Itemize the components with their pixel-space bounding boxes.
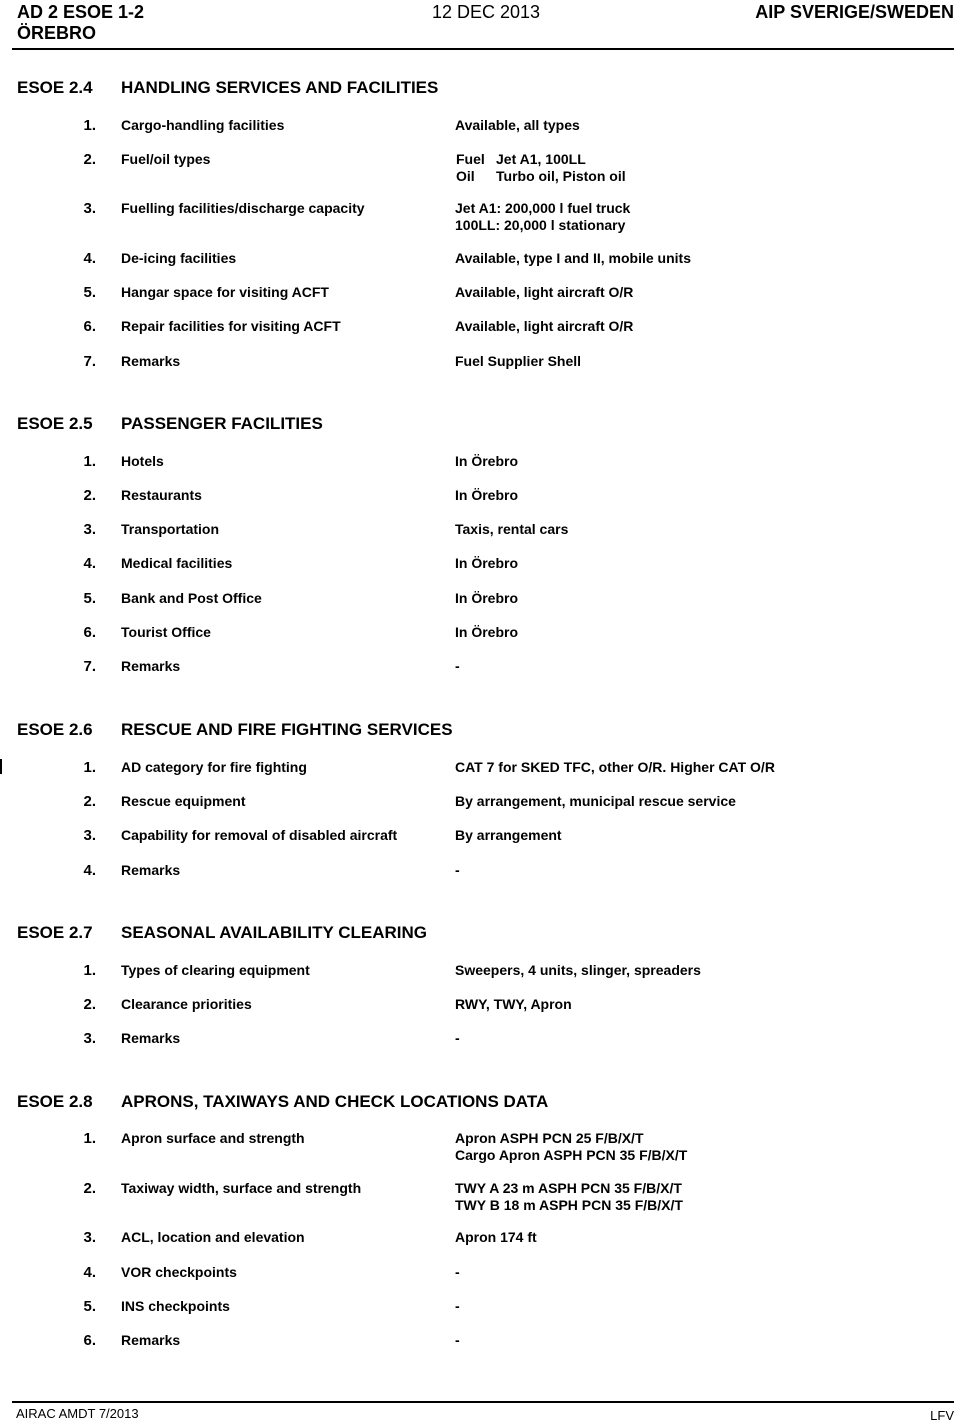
item-value-line: Available, light aircraft O/R [455, 318, 634, 334]
item-value-line: Sweepers, 4 units, slinger, spreaders [455, 962, 701, 978]
item-label: De-icing facilities [121, 250, 237, 266]
item-value [455, 1030, 460, 1047]
section-number: ESOE 2.8 [17, 1092, 93, 1111]
item-label: AD category for fire fighting [121, 759, 307, 775]
item-value [455, 793, 736, 810]
item-value [455, 200, 630, 234]
item-number: 2. [83, 487, 96, 504]
item-label: Tourist Office [121, 624, 211, 640]
item-label: Hotels [121, 453, 164, 469]
item-value-line: Apron 174 ft [455, 1229, 537, 1245]
item-value-line: Available, light aircraft O/R [455, 284, 634, 300]
item-value-line: In Örebro [455, 590, 519, 606]
fuel-oil-row [456, 151, 626, 168]
item-label: Remarks [121, 658, 181, 674]
item-number: 6. [83, 624, 96, 641]
item-value-line: Fuel Supplier Shell [455, 353, 582, 369]
item-value [455, 1130, 687, 1164]
item-label: Transportation [121, 521, 220, 537]
item-number: 2. [83, 151, 96, 168]
section-number: ESOE 2.6 [17, 720, 93, 739]
item-number: 1. [83, 962, 96, 979]
fuel-oil-kind: Oil [456, 168, 475, 184]
item-value-line: In Örebro [455, 453, 519, 469]
item-number: 4. [83, 555, 96, 572]
fuel-oil-row [456, 168, 626, 185]
item-number: 3. [83, 1030, 96, 1047]
aerodrome-name: ÖREBRO [17, 23, 97, 43]
item-label: Restaurants [121, 487, 202, 503]
item-value-line: Apron ASPH PCN 25 F/B/X/T [455, 1130, 644, 1146]
item-value-line: RWY, TWY, Apron [455, 996, 572, 1012]
item-label: Hangar space for visiting ACFT [121, 284, 329, 300]
item-value [455, 555, 518, 572]
fuel-oil-table [456, 151, 626, 185]
item-value [455, 1264, 460, 1281]
item-value [455, 521, 568, 538]
section-number: ESOE 2.7 [17, 923, 93, 942]
publisher-name: AIP SVERIGE/SWEDEN [755, 2, 954, 22]
item-number: 3. [83, 200, 96, 217]
item-value [455, 1298, 460, 1315]
item-label: Remarks [121, 353, 181, 369]
item-label: Repair facilities for visiting ACFT [121, 318, 341, 334]
item-value-line: Available, all types [455, 117, 580, 133]
item-label: Remarks [121, 1030, 181, 1046]
item-number: 1. [83, 1130, 96, 1147]
item-value-line: Cargo Apron ASPH PCN 35 F/B/X/T [455, 1147, 688, 1163]
section-number: ESOE 2.4 [17, 78, 93, 97]
item-value [455, 284, 633, 301]
item-value-line: 100LL: 20,000 l stationary [455, 217, 626, 233]
item-number: 3. [83, 521, 96, 538]
amendment-reference: AIRAC AMDT 7/2013 [16, 1406, 139, 1421]
item-label: Remarks [121, 862, 181, 878]
doc-reference: AD 2 ESOE 1-2 [17, 2, 145, 22]
item-value [455, 590, 518, 607]
item-value [455, 658, 460, 675]
item-number: 2. [83, 1180, 96, 1197]
item-label: Apron surface and strength [121, 1130, 305, 1146]
item-value [455, 250, 691, 267]
item-value [455, 962, 701, 979]
item-label: Fuel/oil types [121, 151, 211, 167]
item-number: 5. [83, 1298, 96, 1315]
fuel-oil-grades: Jet A1, 100LL [496, 151, 586, 167]
item-value-line: In Örebro [455, 487, 519, 503]
item-number: 3. [83, 827, 96, 844]
item-value [455, 759, 775, 776]
item-value-line: - [455, 1264, 460, 1280]
item-number: 4. [83, 862, 96, 879]
item-value [455, 353, 581, 370]
item-value [455, 487, 518, 504]
item-value [455, 1229, 537, 1246]
item-label: VOR checkpoints [121, 1264, 237, 1280]
item-value [455, 117, 580, 134]
item-value [455, 1332, 460, 1349]
item-value-line: - [455, 1332, 460, 1348]
item-number: 1. [83, 453, 96, 470]
item-number: 4. [83, 1264, 96, 1281]
item-value-line: In Örebro [455, 624, 519, 640]
agency-name: LFV [930, 1408, 954, 1423]
item-value [455, 827, 562, 844]
item-number: 5. [83, 284, 96, 301]
item-label: Taxiway width, surface and strength [121, 1180, 362, 1196]
item-value-line: TWY B 18 m ASPH PCN 35 F/B/X/T [455, 1197, 683, 1213]
section-title: APRONS, TAXIWAYS AND CHECK LOCATIONS DATA [121, 1092, 549, 1111]
fuel-oil-grades: Turbo oil, Piston oil [496, 168, 626, 184]
item-value-line: Available, type I and II, mobile units [455, 250, 691, 266]
item-number: 6. [83, 1332, 96, 1349]
item-value-line: Taxis, rental cars [455, 521, 569, 537]
item-value-line: - [455, 1030, 460, 1046]
item-value-line: Jet A1: 200,000 l fuel truck [455, 200, 631, 216]
item-number: 1. [83, 117, 96, 134]
item-label: Cargo-handling facilities [121, 117, 285, 133]
item-label: ACL, location and elevation [121, 1229, 305, 1245]
item-value-line: In Örebro [455, 555, 519, 571]
item-number: 5. [83, 590, 96, 607]
item-value-line: By arrangement, municipal rescue service [455, 793, 736, 809]
amendment-bar [0, 759, 2, 774]
section-title: HANDLING SERVICES AND FACILITIES [121, 78, 439, 97]
item-label: Bank and Post Office [121, 590, 262, 606]
fuel-oil-kind: Fuel [456, 151, 485, 167]
item-number: 2. [83, 793, 96, 810]
item-label: Capability for removal of disabled aircraft [121, 827, 398, 843]
footer-rule [12, 1401, 954, 1403]
item-number: 4. [83, 250, 96, 267]
section-number: ESOE 2.5 [17, 414, 93, 433]
item-number: 2. [83, 996, 96, 1013]
section-title: RESCUE AND FIRE FIGHTING SERVICES [121, 720, 453, 739]
item-number: 3. [83, 1229, 96, 1246]
item-label: Remarks [121, 1332, 181, 1348]
section-title: SEASONAL AVAILABILITY CLEARING [121, 923, 428, 942]
item-label: Fuelling facilities/discharge capacity [121, 200, 365, 216]
item-label: INS checkpoints [121, 1298, 230, 1314]
item-label: Clearance priorities [121, 996, 252, 1012]
item-number: 7. [83, 658, 96, 675]
item-value [455, 1180, 683, 1214]
item-label: Rescue equipment [121, 793, 246, 809]
publication-date: 12 DEC 2013 [432, 2, 541, 22]
item-value-line: TWY A 23 m ASPH PCN 35 F/B/X/T [455, 1180, 682, 1196]
item-value [455, 624, 518, 641]
item-value-line: - [455, 862, 460, 878]
item-value-line: By arrangement [455, 827, 562, 843]
item-label: Types of clearing equipment [121, 962, 310, 978]
item-number: 6. [83, 318, 96, 335]
item-label: Medical facilities [121, 555, 233, 571]
item-value [455, 996, 572, 1013]
item-value-line: CAT 7 for SKED TFC, other O/R. Higher CAT O/R [455, 759, 775, 775]
item-number: 1. [83, 759, 96, 776]
section-title: PASSENGER FACILITIES [121, 414, 323, 433]
item-number: 7. [83, 353, 96, 370]
item-value [455, 453, 518, 470]
item-value-line: - [455, 1298, 460, 1314]
item-value [455, 862, 460, 879]
item-value [455, 318, 633, 335]
item-value-line: - [455, 658, 460, 674]
